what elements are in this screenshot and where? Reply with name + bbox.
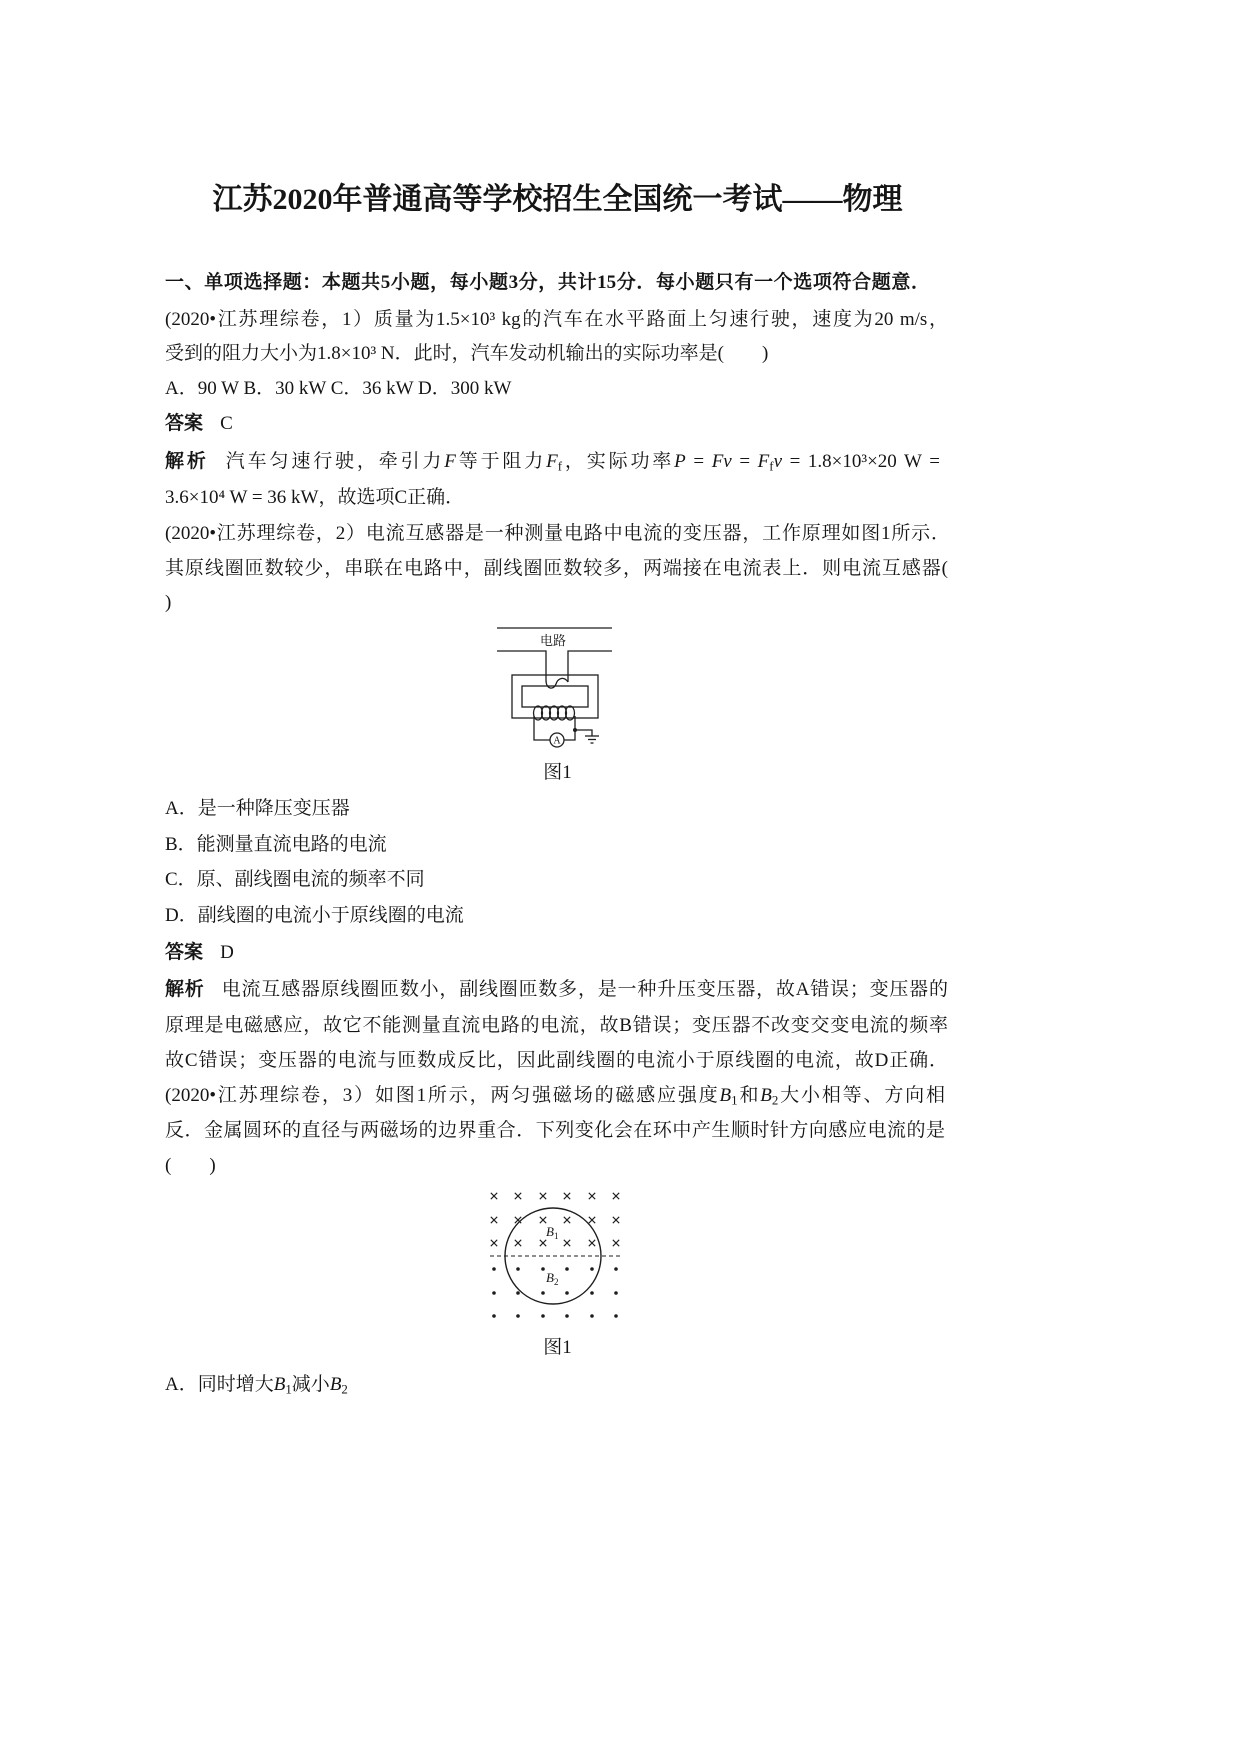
field-cross-mark bbox=[613, 1193, 619, 1199]
q3-stem-line-1 bbox=[165, 1078, 945, 1114]
figure-1-caption: 图1 bbox=[543, 762, 572, 783]
field-b2-letter: B bbox=[546, 1270, 554, 1285]
field-dot-mark bbox=[614, 1291, 618, 1295]
field-dot-mark bbox=[565, 1267, 569, 1271]
field-cross-mark bbox=[491, 1193, 497, 1199]
q3-stem-line-1-run: 2 bbox=[771, 1092, 779, 1108]
field-cross-mark bbox=[540, 1193, 546, 1199]
q3-option-a-run: 减小 bbox=[291, 1374, 330, 1395]
field-b1-letter: B bbox=[546, 1224, 554, 1239]
q1-analysis-text-run: P bbox=[674, 451, 686, 472]
q1-answer-line bbox=[165, 406, 233, 442]
figure-magnetic-field-ring bbox=[480, 1182, 630, 1327]
field-cross-mark bbox=[540, 1240, 546, 1246]
field-dot-mark bbox=[516, 1314, 520, 1318]
q3-option-a-run: A．同时增大 bbox=[165, 1374, 274, 1395]
field-dot-mark bbox=[492, 1291, 496, 1295]
q2-option-d: D．副线圈的电流小于原线圈的电流 bbox=[165, 905, 464, 926]
q1-analysis-text-run: 等于阻力 bbox=[455, 451, 547, 472]
q3-stem-line-2: 反．金属圆环的直径与两磁场的边界重合．下列变化会在环中产生顺时针方向感应电流的是 bbox=[165, 1120, 945, 1141]
field-dot-mark bbox=[565, 1314, 569, 1318]
q1-analysis-text-run: F bbox=[546, 451, 558, 472]
q3-stem-line-1-run: 大小相等、方向相 bbox=[778, 1085, 945, 1106]
q3-stem-line-1-run: B bbox=[760, 1085, 772, 1106]
field-dot-mark bbox=[590, 1314, 594, 1318]
field-dot-mark bbox=[541, 1291, 545, 1295]
field-cross-mark bbox=[540, 1217, 546, 1223]
field-b2-label bbox=[546, 1270, 558, 1287]
q1-analysis-text-run: = bbox=[731, 451, 758, 472]
field-marks bbox=[491, 1193, 619, 1318]
q1-options: A．90 W B．30 kW C．36 kW D．300 kW bbox=[165, 378, 512, 399]
field-dot-mark bbox=[541, 1267, 545, 1271]
q3-option-a-run: B bbox=[273, 1374, 286, 1395]
q1-analysis-text-run: f bbox=[557, 458, 563, 474]
q3-stem-line-3: ( ) bbox=[165, 1155, 216, 1176]
field-dot-mark bbox=[492, 1314, 496, 1318]
q1-analysis-text-run: Fv bbox=[711, 451, 732, 472]
section-heading: 一、单项选择题：本题共5小题，每小题3分，共计15分．每小题只有一个选项符合题意． bbox=[165, 272, 930, 293]
q2-analysis-line-1 bbox=[165, 972, 948, 1008]
q1-stem-line-2: 受到的阻力大小为1.8×10³ N．此时，汽车发动机输出的实际功率是( ) bbox=[165, 343, 769, 364]
circuit-lower-wire-left bbox=[497, 651, 546, 680]
q1-analysis-text-run: 汽车匀速行驶，牵引力 bbox=[225, 451, 445, 472]
q3-option-a bbox=[165, 1367, 348, 1403]
field-dot-mark bbox=[614, 1314, 618, 1318]
ground-symbol bbox=[585, 736, 599, 743]
q1-analysis-label: 解析 bbox=[165, 451, 209, 472]
q3-option-a-run: 2 bbox=[341, 1381, 348, 1397]
q1-stem-line-1: (2020•江苏理综卷，1）质量为1.5×10³ kg的汽车在水平路面上匀速行驶，速度为20 m/s， bbox=[165, 309, 948, 330]
field-cross-mark bbox=[589, 1217, 595, 1223]
q1-answer-value: C bbox=[220, 413, 233, 434]
q1-analysis-text-run: F bbox=[444, 451, 456, 472]
circuit-lower-wire-right bbox=[568, 651, 612, 682]
page-title: 江苏2020年普通高等学校招生全国统一考试——物理 bbox=[212, 183, 903, 216]
circuit-label: 电路 bbox=[539, 633, 567, 648]
field-dot-mark bbox=[516, 1291, 520, 1295]
field-cross-mark bbox=[564, 1240, 570, 1246]
q1-analysis-text-run: F bbox=[757, 451, 770, 472]
q1-analysis-text-run: v bbox=[773, 451, 783, 472]
field-b1-subscript: 1 bbox=[553, 1231, 559, 1241]
q2-stem-line-2: 其原线圈匝数较少，串联在电路中，副线圈匝数较多，两端接在电流表上．则电流互感器( bbox=[165, 558, 948, 579]
q3-option-a-run: 1 bbox=[285, 1381, 292, 1397]
q2-answer-label: 答案 bbox=[165, 942, 204, 963]
q2-analysis-text: 电流互感器原线圈匝数小，副线圈匝数多，是一种升压变压器，故A错误；变压器的 bbox=[221, 979, 948, 1000]
q2-answer-line bbox=[165, 935, 234, 971]
q2-stem-line-3: ) bbox=[165, 592, 172, 613]
q3-stem-line-1-run: 1 bbox=[731, 1092, 738, 1108]
field-cross-mark bbox=[613, 1240, 619, 1246]
q3-option-a-run: B bbox=[329, 1374, 342, 1395]
q2-analysis-line-3: 故C错误；变压器的电流与匝数成反比，因此副线圈的电流小于原线圈的电流，故D正确． bbox=[165, 1050, 948, 1071]
field-cross-mark bbox=[589, 1240, 595, 1246]
q1-analysis-text bbox=[226, 451, 940, 472]
q2-stem-line-1: (2020•江苏理综卷，2）电流互感器是一种测量电路中电流的变压器，工作原理如图1所示． bbox=[165, 523, 950, 544]
q2-answer-value: D bbox=[220, 942, 234, 963]
q1-analysis-text-run: = 1.8×10³×20 W = bbox=[782, 451, 940, 472]
field-dot-mark bbox=[492, 1267, 496, 1271]
q2-analysis-label: 解析 bbox=[165, 979, 205, 1000]
ground-lead bbox=[575, 730, 592, 736]
q1-analysis-text-run: f bbox=[769, 458, 774, 474]
q1-analysis-line-2: 3.6×10⁴ W = 36 kW，故选项C正确． bbox=[165, 487, 465, 508]
figure-current-transformer bbox=[480, 620, 630, 755]
field-dot-mark bbox=[565, 1291, 569, 1295]
q1-analysis-text-run: ，实际功率 bbox=[562, 451, 675, 472]
core-outer-edge bbox=[512, 675, 598, 718]
field-dot-mark bbox=[516, 1267, 520, 1271]
q3-stem-line-1-run: B bbox=[719, 1085, 732, 1106]
ammeter-label: A bbox=[553, 735, 561, 747]
q3-stem-line-1-run: (2020•江苏理综卷，3）如图1所示，两匀强磁场的磁感应强度 bbox=[165, 1085, 720, 1106]
field-dot-mark bbox=[541, 1314, 545, 1318]
q2-option-a: A．是一种降压变压器 bbox=[165, 798, 350, 819]
field-dot-mark bbox=[590, 1291, 594, 1295]
q1-analysis-text-run: = bbox=[685, 451, 712, 472]
field-dot-mark bbox=[614, 1267, 618, 1271]
field-cross-mark bbox=[613, 1217, 619, 1223]
q3-stem-line-1-run: 和 bbox=[737, 1085, 761, 1106]
q2-option-c: C．原、副线圈电流的频率不同 bbox=[165, 869, 425, 890]
field-cross-mark bbox=[491, 1217, 497, 1223]
field-dot-mark bbox=[590, 1267, 594, 1271]
field-cross-mark bbox=[564, 1217, 570, 1223]
figure-2-caption: 图1 bbox=[543, 1337, 572, 1358]
field-cross-mark bbox=[491, 1240, 497, 1246]
q2-analysis-line-2: 原理是电磁感应，故它不能测量直流电路的电流，故B错误；变压器不改变交变电流的频率 bbox=[165, 1015, 948, 1036]
field-b2-subscript: 2 bbox=[553, 1277, 559, 1287]
q1-analysis-line-1 bbox=[165, 444, 940, 480]
junction-dot bbox=[573, 728, 577, 732]
field-cross-mark bbox=[564, 1193, 570, 1199]
field-cross-mark bbox=[589, 1193, 595, 1199]
field-cross-mark bbox=[515, 1193, 521, 1199]
field-cross-mark bbox=[515, 1240, 521, 1246]
q2-option-b: B．能测量直流电路的电流 bbox=[165, 834, 387, 855]
q1-answer-label: 答案 bbox=[165, 413, 204, 434]
core-inner-edge bbox=[522, 686, 588, 707]
field-b1-label bbox=[546, 1224, 558, 1241]
